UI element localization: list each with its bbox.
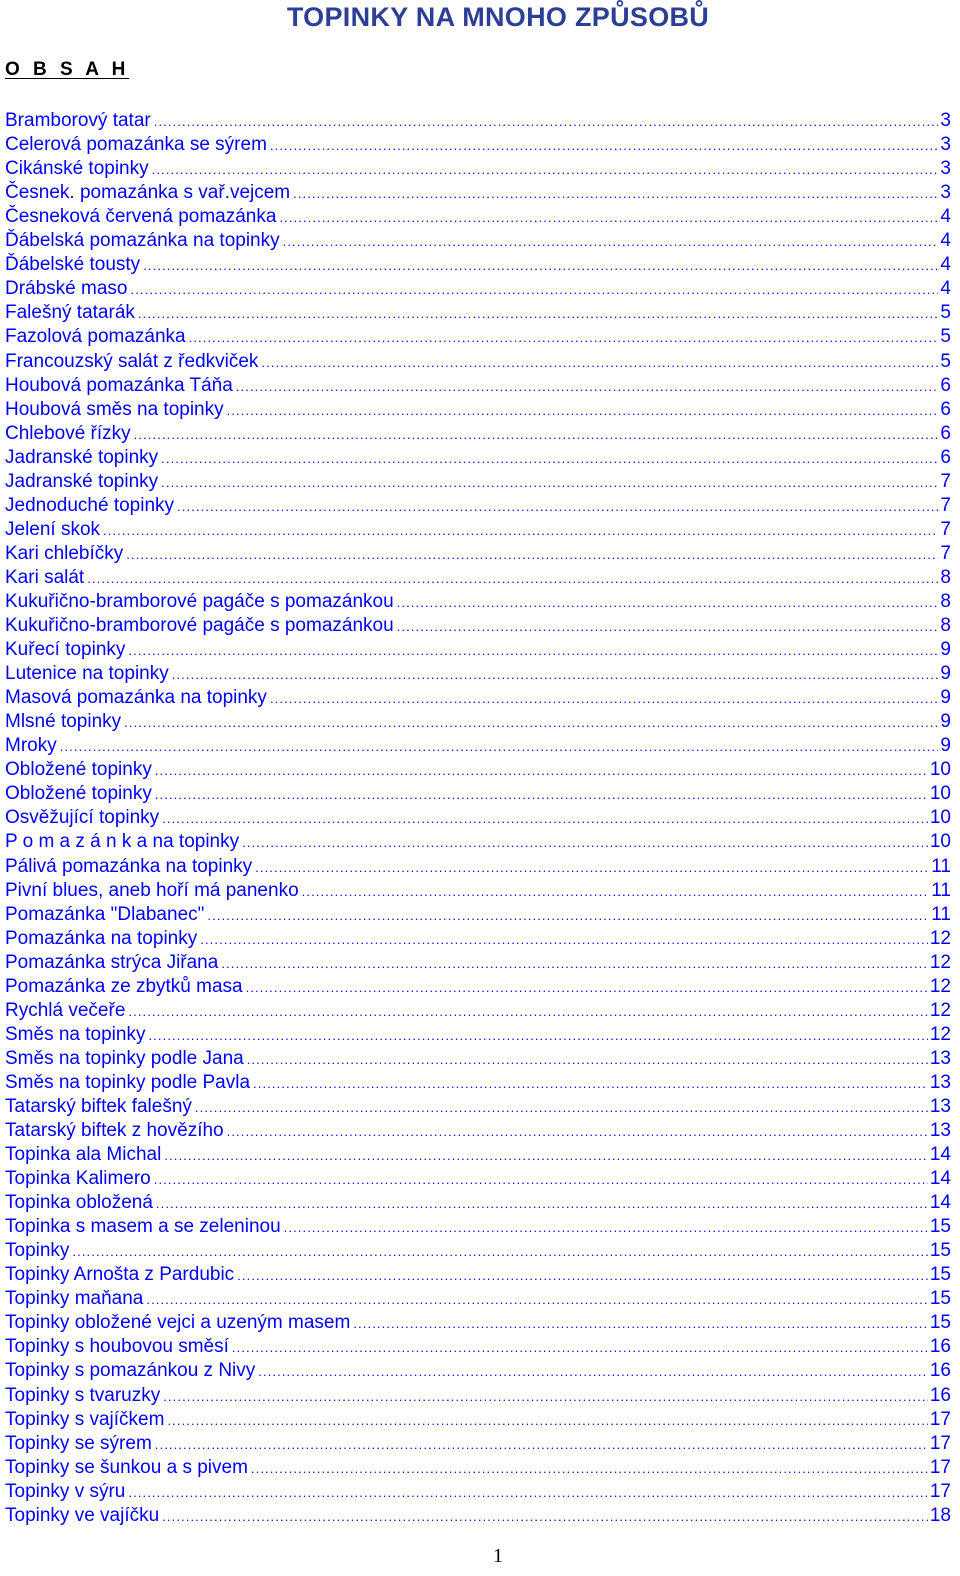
toc-entry-label: Topinky [5, 1240, 70, 1262]
dot-leader [161, 476, 938, 490]
toc-entry[interactable] [5, 926, 951, 950]
toc-entry-page-number: 3 [940, 110, 951, 132]
toc-entry-page-number: 14 [929, 1144, 951, 1166]
dot-leader [143, 259, 938, 273]
dot-leader [353, 1317, 928, 1331]
toc-entry-page-number: 7 [940, 470, 951, 492]
toc-entry-page-number: 17 [929, 1432, 951, 1454]
dot-leader [221, 957, 928, 971]
toc-entry[interactable] [5, 829, 951, 853]
toc-entry-page-number: 5 [940, 350, 951, 372]
toc-entry[interactable] [5, 397, 951, 421]
toc-entry[interactable] [5, 589, 951, 613]
toc-entry-page-number: 11 [931, 879, 951, 901]
toc-entry-label: Celerová pomazánka se sýrem [5, 134, 267, 156]
toc-entry[interactable] [5, 1455, 951, 1479]
toc-entry-page-number: 17 [929, 1456, 951, 1478]
toc-entry[interactable] [5, 1046, 951, 1070]
toc-entry[interactable] [5, 902, 951, 926]
toc-entry[interactable] [5, 1382, 951, 1406]
toc-entry-label: Pálivá pomazánka na topinky [5, 855, 253, 877]
toc-entry-page-number: 4 [940, 230, 951, 252]
toc-entry-label: Lutenice na topinky [5, 663, 169, 685]
toc-entry[interactable] [5, 878, 951, 902]
toc-entry-label: Topinky obložené vejci a uzeným masem [5, 1312, 351, 1334]
toc-entry[interactable] [5, 156, 951, 180]
toc-entry-label: Pomazánka na topinky [5, 927, 198, 949]
dot-leader [177, 500, 938, 514]
toc-entry-label: Topinky se šunkou a s pivem [5, 1456, 248, 1478]
toc-entry-label: Kari salát [5, 566, 85, 588]
toc-entry-page-number: 12 [929, 999, 951, 1021]
toc-entry-label: Česneková červená pomazánka [5, 206, 277, 228]
toc-entry-label: Směs na topinky [5, 1023, 146, 1045]
dot-leader [162, 812, 928, 826]
dot-leader [253, 1077, 928, 1091]
toc-entry-page-number: 15 [929, 1288, 951, 1310]
toc-entry-label: Houbová pomazánka Táňa [5, 374, 233, 396]
toc-entry[interactable] [5, 781, 951, 805]
toc-entry[interactable] [5, 1431, 951, 1455]
dot-leader [163, 1390, 928, 1404]
toc-entry[interactable] [5, 950, 951, 974]
toc-entry-page-number: 9 [940, 735, 951, 757]
toc-entry-page-number: 10 [929, 759, 951, 781]
toc-entry-label: Fazolová pomazánka [5, 326, 186, 348]
toc-entry-label: Tatarský biftek z hovězího [5, 1120, 224, 1142]
toc-entry-page-number: 5 [940, 326, 951, 348]
dot-leader [162, 1510, 928, 1524]
dot-leader [154, 115, 939, 129]
toc-entry[interactable] [5, 1310, 951, 1334]
toc-entry-label: Cikánské topinky [5, 158, 149, 180]
dot-leader [152, 163, 939, 177]
toc-entry-label: Pomazánka ze zbytků masa [5, 975, 243, 997]
toc-entry-label: Směs na topinky podle Pavla [5, 1071, 251, 1093]
toc-entry[interactable] [5, 1118, 951, 1142]
toc-entry[interactable] [5, 565, 951, 589]
toc-entry-label: Česnek. pomazánka s vař.vejcem [5, 182, 291, 204]
toc-entry[interactable] [5, 1022, 951, 1046]
toc-entry-page-number: 17 [929, 1480, 951, 1502]
toc-entry-page-number: 8 [940, 566, 951, 588]
toc-entry-page-number: 10 [929, 783, 951, 805]
toc-entry-page-number: 15 [929, 1264, 951, 1286]
toc-entry-page-number: 13 [929, 1047, 951, 1069]
toc-entry-label: Topinka ala Michal [5, 1144, 162, 1166]
toc-entry-page-number: 12 [929, 951, 951, 973]
toc-entry-label: Chlebové řízky [5, 422, 131, 444]
toc-entry[interactable] [5, 493, 951, 517]
toc-entry[interactable] [5, 204, 951, 228]
dot-leader [293, 187, 938, 201]
toc-entry-page-number: 7 [940, 518, 951, 540]
toc-entry-label: Topinky maňana [5, 1288, 144, 1310]
toc-entry-label: Bramborový tatar [5, 110, 151, 132]
toc-entry-page-number: 4 [940, 254, 951, 276]
toc-entry-label: Jadranské topinky [5, 446, 159, 468]
table-of-contents [5, 108, 951, 1527]
dot-leader [195, 1101, 928, 1115]
toc-entry[interactable] [5, 348, 951, 372]
dot-leader [270, 692, 938, 706]
dot-leader [189, 331, 939, 345]
toc-entry-label: P o m a z á n k a na topinky [5, 831, 240, 853]
dot-leader [155, 1438, 928, 1452]
toc-entry-page-number: 12 [929, 1023, 951, 1045]
toc-entry-page-number: 10 [929, 831, 951, 853]
toc-entry-page-number: 6 [940, 422, 951, 444]
toc-entry[interactable] [5, 276, 951, 300]
toc-entry-label: Francouzský salát z ředkviček [5, 350, 259, 372]
toc-entry-label: Topinky s tvaruzky [5, 1384, 161, 1406]
dot-leader [172, 668, 939, 682]
dot-leader [60, 740, 939, 754]
toc-entry-label: Topinky s pomazánkou z Nivy [5, 1360, 256, 1382]
toc-entry-label: Kari chlebíčky [5, 542, 124, 564]
toc-entry-page-number: 3 [940, 158, 951, 180]
dot-leader [200, 933, 928, 947]
toc-entry[interactable] [5, 517, 951, 541]
toc-entry-page-number: 15 [929, 1240, 951, 1262]
toc-entry-page-number: 14 [929, 1168, 951, 1190]
dot-leader [131, 283, 939, 297]
dot-leader [156, 1197, 928, 1211]
toc-entry-label: Topinka s masem a se zeleninou [5, 1216, 281, 1238]
toc-entry-page-number: 5 [940, 302, 951, 324]
dot-leader [128, 1005, 927, 1019]
toc-entry-page-number: 3 [940, 134, 951, 156]
dot-leader [302, 885, 930, 899]
dot-leader [247, 1053, 928, 1067]
dot-leader [261, 356, 938, 370]
toc-entry-page-number: 10 [929, 807, 951, 829]
toc-entry[interactable] [5, 1142, 951, 1166]
dot-leader [167, 1414, 927, 1428]
toc-entry-page-number: 15 [929, 1312, 951, 1334]
toc-entry[interactable] [5, 228, 951, 252]
toc-entry-label: Jadranské topinky [5, 470, 159, 492]
dot-leader [246, 981, 928, 995]
toc-entry-label: Topinky v sýru [5, 1480, 126, 1502]
toc-entry-label: Jelení skok [5, 518, 101, 540]
toc-entry[interactable] [5, 613, 951, 637]
toc-entry-label: Pivní blues, aneb hoří má panenko [5, 879, 299, 901]
toc-entry[interactable] [5, 541, 951, 565]
dot-leader [134, 428, 939, 442]
page-number: 1 [493, 1545, 503, 1567]
dot-leader [227, 404, 939, 418]
toc-entry[interactable] [5, 324, 951, 348]
toc-entry-page-number: 16 [929, 1384, 951, 1406]
toc-entry-page-number: 9 [940, 687, 951, 709]
toc-entry-page-number: 3 [940, 182, 951, 204]
toc-entry-label: Topinky s houbovou směsí [5, 1336, 229, 1358]
toc-entry[interactable] [5, 661, 951, 685]
toc-entry-page-number: 17 [929, 1408, 951, 1430]
toc-entry-label: Masová pomazánka na topinky [5, 687, 267, 709]
toc-entry-label: Topinky se sýrem [5, 1432, 152, 1454]
toc-entry[interactable] [5, 132, 951, 156]
toc-heading: O B S A H [5, 59, 130, 80]
dot-leader [154, 1173, 928, 1187]
toc-entry[interactable] [5, 1503, 951, 1527]
dot-leader [164, 1149, 928, 1163]
toc-entry-label: Falešný tatarák [5, 302, 135, 324]
toc-entry[interactable] [5, 252, 951, 276]
toc-entry-label: Topinky ve vajíčku [5, 1504, 160, 1526]
dot-leader [138, 307, 939, 321]
dot-leader [242, 836, 928, 850]
toc-entry-label: Kukuřično-bramborové pagáče s pomazánkou [5, 590, 394, 612]
toc-entry[interactable] [5, 757, 951, 781]
toc-entry-page-number: 12 [929, 927, 951, 949]
toc-entry-label: Mroky [5, 735, 57, 757]
toc-entry[interactable] [5, 445, 951, 469]
toc-entry-page-number: 13 [929, 1095, 951, 1117]
toc-entry[interactable] [5, 733, 951, 757]
toc-entry-page-number: 9 [940, 711, 951, 733]
toc-entry[interactable] [5, 1190, 951, 1214]
toc-entry[interactable] [5, 1214, 951, 1238]
toc-entry-label: Směs na topinky podle Jana [5, 1047, 244, 1069]
toc-entry-page-number: 9 [940, 639, 951, 661]
toc-entry[interactable] [5, 1334, 951, 1358]
page-title: TOPINKY NA MNOHO ZPŮSOBŮ [286, 2, 710, 32]
dot-leader [155, 764, 928, 778]
toc-entry-label: Kukuřično-bramborové pagáče s pomazánkou [5, 615, 394, 637]
dot-leader [283, 235, 939, 249]
toc-entry[interactable] [5, 1070, 951, 1094]
dot-leader [128, 1486, 927, 1500]
toc-entry-page-number: 11 [931, 855, 951, 877]
toc-entry-page-number: 7 [940, 494, 951, 516]
toc-entry[interactable] [5, 685, 951, 709]
dot-leader [72, 1245, 927, 1259]
toc-entry[interactable] [5, 853, 951, 877]
toc-entry-label: Osvěžující topinky [5, 807, 160, 829]
toc-entry-label: Tatarský biftek falešný [5, 1095, 192, 1117]
dot-leader [161, 452, 938, 466]
toc-entry[interactable] [5, 1094, 951, 1118]
toc-entry[interactable] [5, 637, 951, 661]
toc-entry-label: Rychlá večeře [5, 999, 126, 1021]
toc-entry-page-number: 7 [940, 542, 951, 564]
dot-leader [284, 1221, 928, 1235]
toc-entry[interactable] [5, 974, 951, 998]
toc-entry-label: Kuřecí topinky [5, 639, 126, 661]
toc-entry[interactable] [5, 1407, 951, 1431]
dot-leader [128, 644, 938, 658]
toc-entry-label: Ďábelská pomazánka na topinky [5, 230, 280, 252]
dot-leader [148, 1029, 927, 1043]
toc-entry-page-number: 12 [929, 975, 951, 997]
toc-entry[interactable] [5, 373, 951, 397]
dot-leader [397, 596, 939, 610]
toc-entry-page-number: 16 [929, 1336, 951, 1358]
toc-entry-label: Ďábelské tousty [5, 254, 141, 276]
toc-entry[interactable] [5, 1262, 951, 1286]
toc-entry-page-number: 13 [929, 1071, 951, 1093]
toc-entry-label: Obložené topinky [5, 783, 152, 805]
toc-entry[interactable] [5, 180, 951, 204]
toc-entry-page-number: 11 [931, 903, 951, 925]
toc-entry-page-number: 13 [929, 1120, 951, 1142]
toc-entry[interactable] [5, 709, 951, 733]
toc-entry[interactable] [5, 469, 951, 493]
dot-leader [126, 548, 938, 562]
dot-leader [124, 716, 938, 730]
toc-entry-page-number: 4 [940, 278, 951, 300]
dot-leader [103, 524, 938, 538]
toc-entry-page-number: 18 [929, 1504, 951, 1526]
dot-leader [232, 1341, 928, 1355]
dot-leader [255, 861, 929, 875]
toc-entry[interactable] [5, 300, 951, 324]
toc-entry[interactable] [5, 1358, 951, 1382]
dot-leader [236, 380, 939, 394]
toc-entry-page-number: 8 [940, 590, 951, 612]
dot-leader [227, 1125, 928, 1139]
dot-leader [270, 139, 939, 153]
toc-entry-label: Topinka obložená [5, 1192, 153, 1214]
toc-entry[interactable] [5, 1286, 951, 1310]
toc-entry-page-number: 4 [940, 206, 951, 228]
toc-entry-label: Topinky Arnošta z Pardubic [5, 1264, 235, 1286]
dot-leader [87, 572, 938, 586]
toc-entry[interactable] [5, 998, 951, 1022]
dot-leader [155, 788, 928, 802]
toc-entry-page-number: 6 [940, 374, 951, 396]
dot-leader [251, 1462, 928, 1476]
toc-entry[interactable] [5, 1479, 951, 1503]
toc-entry-label: Topinka Kalimero [5, 1168, 151, 1190]
toc-entry-page-number: 8 [940, 615, 951, 637]
toc-entry[interactable] [5, 108, 951, 132]
toc-entry-label: Houbová směs na topinky [5, 398, 224, 420]
dot-leader [237, 1269, 928, 1283]
toc-entry-label: Pomazánka strýca Jiřana [5, 951, 219, 973]
dot-leader [146, 1293, 927, 1307]
toc-entry[interactable] [5, 1166, 951, 1190]
toc-entry-page-number: 16 [929, 1360, 951, 1382]
dot-leader [207, 909, 929, 923]
toc-entry-page-number: 6 [940, 398, 951, 420]
dot-leader [397, 620, 939, 634]
toc-entry-label: Pomazánka "Dlabanec" [5, 903, 205, 925]
toc-entry-page-number: 15 [929, 1216, 951, 1238]
toc-entry-label: Topinky s vajíčkem [5, 1408, 165, 1430]
toc-entry-label: Drábské maso [5, 278, 128, 300]
dot-leader [258, 1365, 928, 1379]
toc-entry[interactable] [5, 1238, 951, 1262]
toc-entry-page-number: 9 [940, 663, 951, 685]
toc-entry[interactable] [5, 421, 951, 445]
toc-entry-page-number: 14 [929, 1192, 951, 1214]
toc-entry-page-number: 6 [940, 446, 951, 468]
toc-entry[interactable] [5, 805, 951, 829]
toc-entry-label: Mlsné topinky [5, 711, 122, 733]
dot-leader [279, 211, 938, 225]
toc-entry-label: Jednoduché topinky [5, 494, 175, 516]
toc-entry-label: Obložené topinky [5, 759, 152, 781]
